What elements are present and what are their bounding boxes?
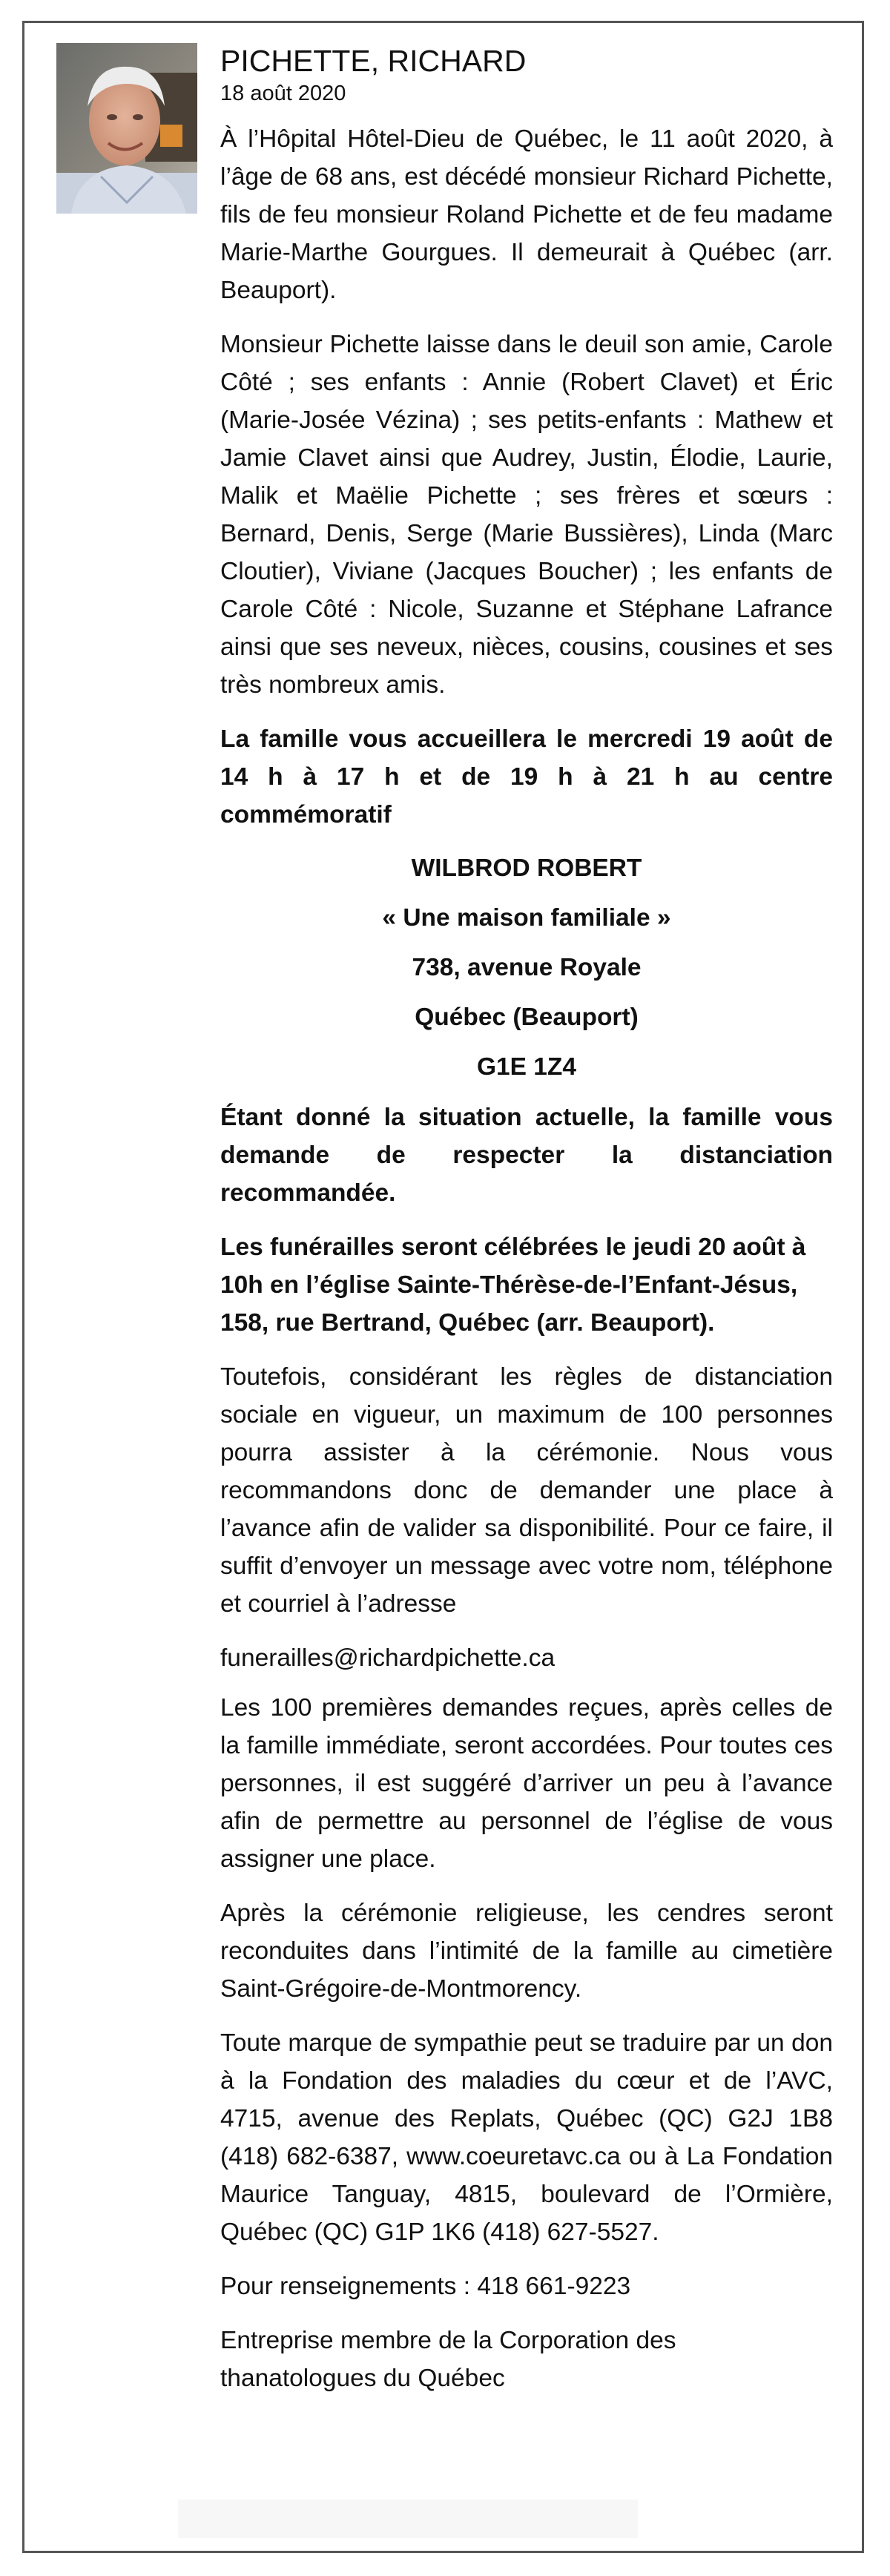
obituary-text <box>220 42 833 2414</box>
address-line: Québec (Beauport) <box>415 1004 639 1031</box>
address-line: WILBROD ROBERT <box>411 854 642 882</box>
email-link[interactable]: funerailles@richardpichette.ca <box>220 1644 556 1672</box>
info-phone: Pour renseignements : 418 661-9223 <box>220 2273 631 2300</box>
death-notice-paragraph: À l’Hôpital Hôtel-Dieu de Québec, le 11 août 2020, à l’âge de 68 ans, est décédé monsieur Richard Pichette, fils de feu monsieur Roland Pichette et de feu madame Marie-Marthe Gourgues. Il demeurait à Québec (arr. Beauport). <box>220 125 833 304</box>
address-line: 738, avenue Royale <box>412 954 642 981</box>
portrait-image <box>56 43 197 214</box>
donations-paragraph: Toute marque de sympathie peut se traduire par un don à la Fondation des maladies du cœur et de l’AVC, 4715, avenue des Replats, Québec (QC) G2J 1B8 (418) 682-6387, www.coeuretavc.ca ou à La Fondation Maurice Tanguay, 4815, boulevard de l’Ormière, Québec (QC) G1P 1K6 (418) 627-5527. <box>220 2029 833 2246</box>
address-line: « Une maison familiale » <box>382 904 671 932</box>
deceased-name: PICHETTE, RICHARD <box>220 44 527 78</box>
portrait-photo <box>56 43 197 214</box>
membership-note: Entreprise membre de la Corporation des thanatologues du Québec <box>220 2327 676 2392</box>
requests-paragraph: Les 100 premières demandes reçues, après celles de la famille immédiate, seront accordées. Pour toutes ces personnes, il est suggéré d’arriver un peu à l’avance afin de permettre au personnel de l’église de vous assigner une place. <box>220 1694 833 1873</box>
address-line: G1E 1Z4 <box>476 1053 577 1081</box>
funeral-paragraph: Les funérailles seront célébrées le jeudi 20 août à 10h en l’église Sainte-Thérèse-de-l’Enfant-Jésus, 158, rue Bertrand, Québec (arr. Beauport). <box>220 1233 806 1337</box>
attendance-paragraph: Toutefois, considérant les règles de distanciation sociale en vigueur, un maximum de 100 personnes pourra assister à la cérémonie. Nous vous recommandons donc de demander une place à l’avance afin de valider sa disponibilité. Pour ce faire, il suffit d’envoyer un message avec votre nom, téléphone et courriel à l’adresse <box>220 1363 833 1618</box>
publication-date: 18 août 2020 <box>220 82 346 105</box>
burial-paragraph: Après la cérémonie religieuse, les cendres seront reconduites dans l’intimité de la famille au cimetière Saint-Grégoire-de-Montmorency. <box>220 1900 833 2003</box>
survivors-paragraph: Monsieur Pichette laisse dans le deuil son amie, Carole Côté ; ses enfants : Annie (Robert Clavet) et Éric (Marie-Josée Vézina) ; ses petits-enfants : Mathew et Jamie Clavet ainsi que Audrey, Justin, Élodie, Laurie, Malik et Maëlie Pichette ; ses frères et sœurs : Bernard, Denis, Serge (Marie Bussières), Linda (Marc Cloutier), Viviane (Jacques Boucher) ; les enfants de Carole Côté : Nicole, Suzanne et Stéphane Lafrance ainsi que ses neveux, nièces, cousins, cousines et ses très nombreux amis. <box>220 331 833 699</box>
funeral-home-address <box>220 850 833 1086</box>
visitation-paragraph: La famille vous accueillera le mercredi 19 août de 14 h à 17 h et de 19 h à 21 h au centre commémoratif <box>220 725 833 829</box>
distancing-paragraph: Étant donné la situation actuelle, la famille vous demande de respecter la distanciation recommandée. <box>220 1104 833 1207</box>
footer-band <box>178 2500 638 2538</box>
